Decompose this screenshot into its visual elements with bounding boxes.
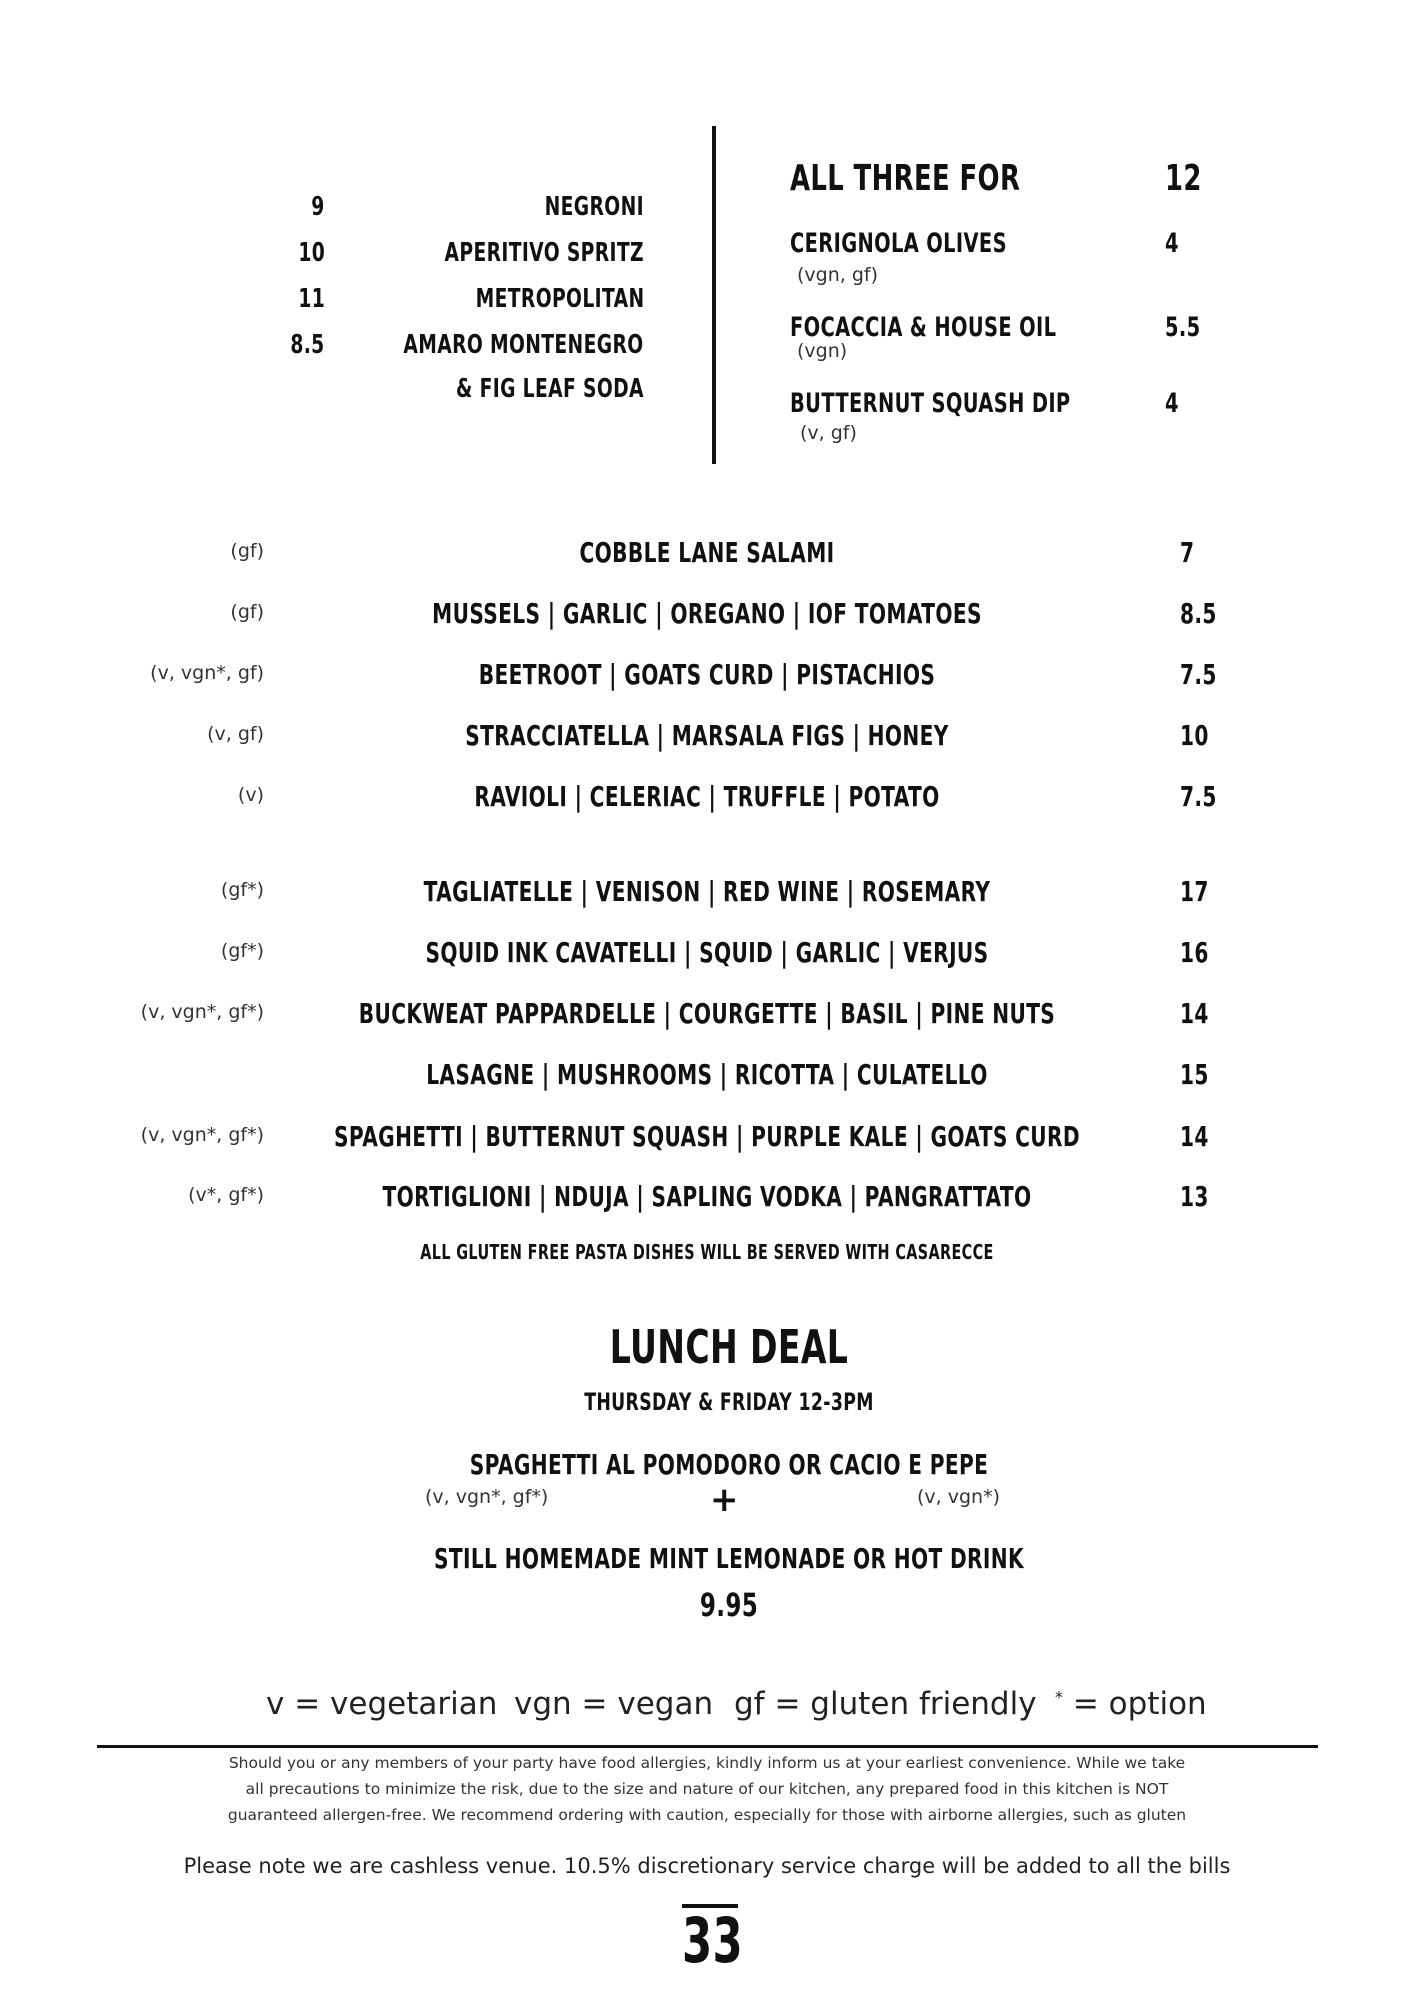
logo: [680, 1904, 744, 1977]
drink-name: METROPOLITAN: [475, 284, 644, 314]
snack-price: 4: [1165, 228, 1179, 259]
legend-vegetarian: v = vegetarian: [266, 1686, 498, 1722]
snack-diet: (vgn, gf): [797, 264, 879, 286]
menu-item-name: COBBLE LANE SALAMI: [579, 536, 835, 569]
menu-item-name: MUSSELS | GARLIC | OREGANO | IOF TOMATOES: [432, 597, 982, 630]
drink-name: AMARO MONTENEGRO: [403, 330, 644, 360]
snack-diet: (vgn): [797, 340, 848, 362]
drink-price: 8.5: [290, 330, 325, 360]
menu-item: [0, 713, 1414, 753]
menu-item-price: 16: [1180, 936, 1209, 969]
menu-item-diet: (gf*): [220, 940, 264, 962]
menu-item-price: 17: [1180, 875, 1209, 908]
menu-item: [0, 991, 1414, 1031]
menu-item-price: 15: [1180, 1058, 1209, 1091]
menu-item: [0, 869, 1414, 909]
menu-item-diet: (gf): [230, 601, 264, 623]
snack-diet: (v, gf): [800, 422, 857, 444]
menu-item-price: 7: [1180, 536, 1195, 569]
snack-name: BUTTERNUT SQUASH DIP: [790, 388, 1071, 419]
lunch-diet-left: (v, vgn*, gf*): [425, 1486, 549, 1508]
pasta-note: ALL GLUTEN FREE PASTA DISHES WILL BE SERVED WITH CASARECCE: [420, 1240, 994, 1264]
menu-item: [0, 652, 1414, 692]
menu-item-name: SPAGHETTI | BUTTERNUT SQUASH | PURPLE KALE | GOATS CURD: [334, 1120, 1080, 1153]
legend-option-star: *: [1055, 1687, 1063, 1707]
lunch-line-2: STILL HOMEMADE MINT LEMONADE OR HOT DRINK: [433, 1542, 1025, 1575]
menu-item-price: 10: [1180, 719, 1209, 752]
menu-item-name: SQUID INK CAVATELLI | SQUID | GARLIC | VERJUS: [425, 936, 989, 969]
menu-item-price: 7.5: [1180, 658, 1217, 691]
menu-item-diet: (gf*): [220, 879, 264, 901]
logo-text: 33: [682, 1904, 744, 1977]
allergy-line: guaranteed allergen-free. We recommend ordering with caution, especially for those with airborne allergies, such as gluten: [227, 1806, 1187, 1824]
horizontal-divider: [97, 1745, 1318, 1748]
lunch-title: LUNCH DEAL: [609, 1320, 849, 1374]
menu-item: [0, 774, 1414, 814]
legend-option-label: = option: [1063, 1686, 1207, 1722]
menu-item-price: 13: [1180, 1180, 1209, 1213]
allergy-line: Should you or any members of your party have food allergies, kindly inform us at your earliest convenience. While we take: [228, 1754, 1186, 1772]
allergy-line: all precautions to minimize the risk, due to the size and nature of our kitchen, any prepared food in this kitchen is NOT: [245, 1780, 1169, 1798]
snack-price: 4: [1165, 388, 1179, 419]
snack-name: CERIGNOLA OLIVES: [790, 228, 1007, 259]
menu-item: [0, 930, 1414, 970]
legend-gluten-friendly: gf = gluten friendly: [734, 1686, 1037, 1722]
lunch-price: 9.95: [699, 1586, 759, 1624]
service-note: Please note we are cashless venue. 10.5% discretionary service charge will be added to all the bills: [183, 1854, 1231, 1878]
vertical-divider: [712, 126, 716, 464]
drink-price: 10: [298, 238, 325, 268]
snacks-heading: ALL THREE FOR: [790, 158, 1021, 199]
menu-item-diet: (v, vgn*, gf*): [140, 1001, 264, 1023]
menu-item-name: STRACCIATELLA | MARSALA FIGS | HONEY: [465, 719, 949, 752]
plus-icon: +: [710, 1480, 739, 1520]
menu-item-name: LASAGNE | MUSHROOMS | RICOTTA | CULATELLO: [426, 1058, 988, 1091]
menu-item: [0, 1174, 1414, 1214]
menu-item-diet: (v, gf): [207, 723, 264, 745]
menu-item-name: RAVIOLI | CELERIAC | TRUFFLE | POTATO: [474, 780, 940, 813]
snacks-heading-price: 12: [1165, 158, 1202, 199]
menu-item: [0, 530, 1414, 570]
menu-item: [0, 1052, 1414, 1092]
drink-name: APERITIVO SPRITZ: [444, 238, 644, 268]
snack-name: FOCACCIA & HOUSE OIL: [790, 312, 1057, 343]
menu-item-price: 14: [1180, 1120, 1209, 1153]
menu-item-price: 8.5: [1180, 597, 1217, 630]
drink-price: 11: [298, 284, 325, 314]
drink-name: & FIG LEAF SODA: [456, 374, 644, 404]
menu-item: [0, 591, 1414, 631]
menu-item-diet: (gf): [230, 540, 264, 562]
menu-item-name: BUCKWEAT PAPPARDELLE | COURGETTE | BASIL | PINE NUTS: [358, 997, 1056, 1030]
legend-vegan: vgn = vegan: [514, 1686, 714, 1722]
menu-item: [0, 1114, 1414, 1154]
lunch-line-1: SPAGHETTI AL POMODORO OR CACIO E PEPE: [469, 1448, 989, 1481]
lunch-subtitle: THURSDAY & FRIDAY 12-3PM: [584, 1388, 874, 1416]
snack-price: 5.5: [1165, 312, 1201, 343]
menu-item-diet: (v): [237, 784, 264, 806]
menu-item-diet: (v, vgn*, gf*): [140, 1124, 264, 1146]
drink-price: 9: [311, 192, 325, 222]
menu-item-diet: (v*, gf*): [188, 1184, 264, 1206]
menu-item-name: TORTIGLIONI | NDUJA | SAPLING VODKA | PANGRATTATO: [382, 1180, 1032, 1213]
lunch-diet-right: (v, vgn*): [917, 1486, 1000, 1508]
legend-option: [1055, 1686, 1207, 1722]
menu-item-name: BEETROOT | GOATS CURD | PISTACHIOS: [478, 658, 936, 691]
menu-item-price: 14: [1180, 997, 1209, 1030]
menu-item-diet: (v, vgn*, gf): [150, 662, 264, 684]
menu-item-name: TAGLIATELLE | VENISON | RED WINE | ROSEMARY: [423, 875, 991, 908]
menu-item-price: 7.5: [1180, 780, 1217, 813]
drink-name: NEGRONI: [544, 192, 644, 222]
